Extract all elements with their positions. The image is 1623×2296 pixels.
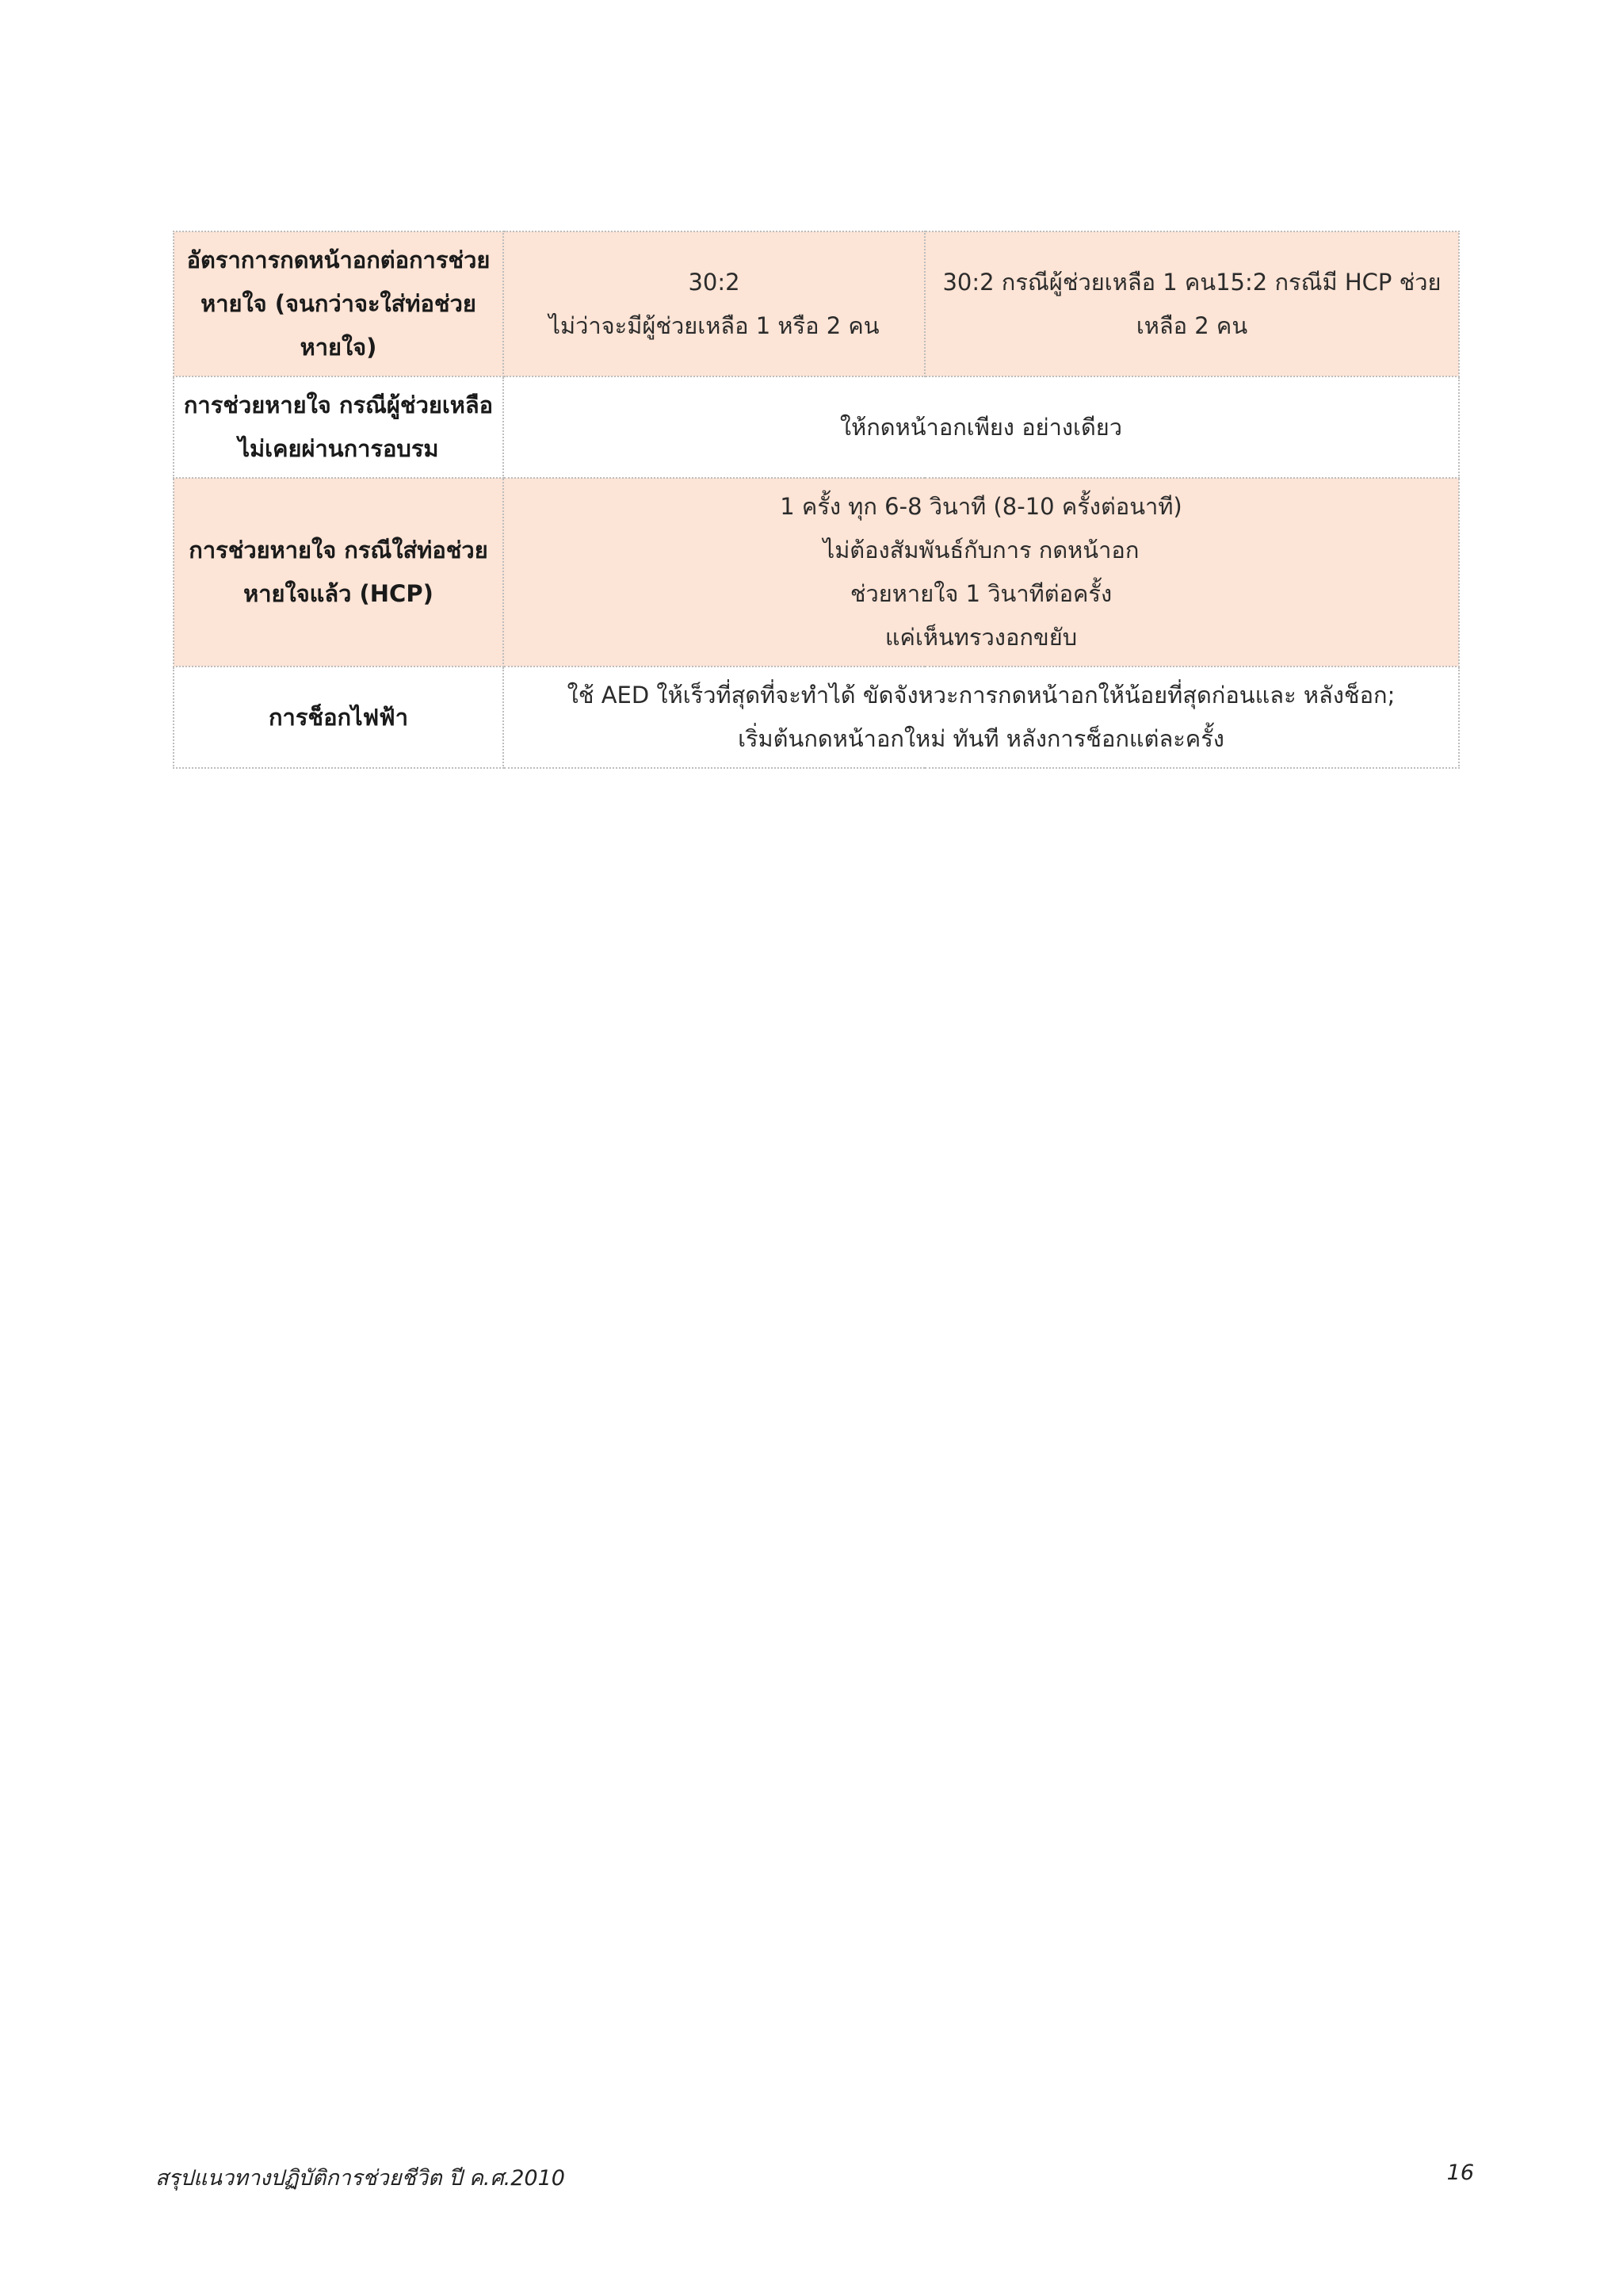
cell-line: ไม่ต้องสัมพันธ์กับการ กดหน้าอก	[823, 537, 1140, 563]
footer-page-number: 16	[1446, 2160, 1474, 2185]
header-line: หายใจ (จนกว่าจะใส่ท่อช่วย	[200, 290, 476, 317]
header-line: หายใจแล้ว (HCP)	[243, 580, 433, 607]
cell-ratio-any-rescuer	[503, 231, 925, 376]
row-header-advanced-airway	[174, 478, 503, 667]
cell-ratio-by-rescuer-count	[925, 231, 1459, 376]
cell-untrained-rescuer	[503, 376, 1459, 478]
header-line: การช่วยหายใจ กรณีใส่ท่อช่วย	[189, 537, 488, 563]
header-line: อัตราการกดหน้าอกต่อการช่วย	[186, 246, 491, 273]
cell-defibrillation	[503, 667, 1459, 768]
cell-line: 30:2	[688, 268, 740, 296]
row-header-untrained-rescuer	[174, 376, 503, 478]
footer-document-title: สรุปแนวทางปฏิบัติการช่วยชีวิต ปี ค.ศ.2010	[155, 2166, 565, 2191]
header-line: การช็อกไฟฟ้า	[268, 703, 408, 731]
cell-line: ไม่ว่าจะมีผู้ช่วยเหลือ 1 หรือ 2 คน	[548, 311, 880, 339]
table-row-advanced-airway	[174, 478, 1459, 667]
cpr-guideline-table	[173, 231, 1460, 769]
table-row-compression-ratio	[174, 231, 1459, 376]
cell-line: ใช้ AED ให้เร็วที่สุดที่จะทำได้ ขัดจังหวะการกดหน้าอกให้น้อยที่สุดก่อนและ หลังช็อก;	[567, 682, 1396, 709]
cell-line: 30:2 กรณีผู้ช่วยเหลือ 1 คน15:2 กรณีมี HCP ช่วย	[942, 268, 1442, 296]
cell-line: แค่เห็นทรวงอกขยับ	[884, 624, 1078, 651]
table-row-untrained-rescuer	[174, 376, 1459, 478]
cell-line: เริ่มต้นกดหน้าอกใหม่ ทันที หลังการช็อกแต่ละครั้ง	[738, 725, 1224, 752]
cell-line: 1 ครั้ง ทุก 6-8 วินาที (8-10 ครั้งต่อนาที)	[780, 493, 1182, 520]
cell-line: ให้กดหน้าอกเพียง อย่างเดียว	[839, 413, 1123, 441]
table-row-defibrillation	[174, 667, 1459, 768]
header-line: หายใจ)	[300, 334, 377, 361]
header-line: การช่วยหายใจ กรณีผู้ช่วยเหลือ	[183, 392, 494, 418]
header-line: ไม่เคยผ่านการอบรม	[238, 435, 439, 462]
row-header-defibrillation	[174, 667, 503, 768]
row-header-compression-ratio	[174, 231, 503, 376]
cell-line: เหลือ 2 คน	[1136, 311, 1248, 339]
cell-line: ช่วยหายใจ 1 วินาทีต่อครั้ง	[850, 580, 1113, 607]
cell-advanced-airway	[503, 478, 1459, 667]
